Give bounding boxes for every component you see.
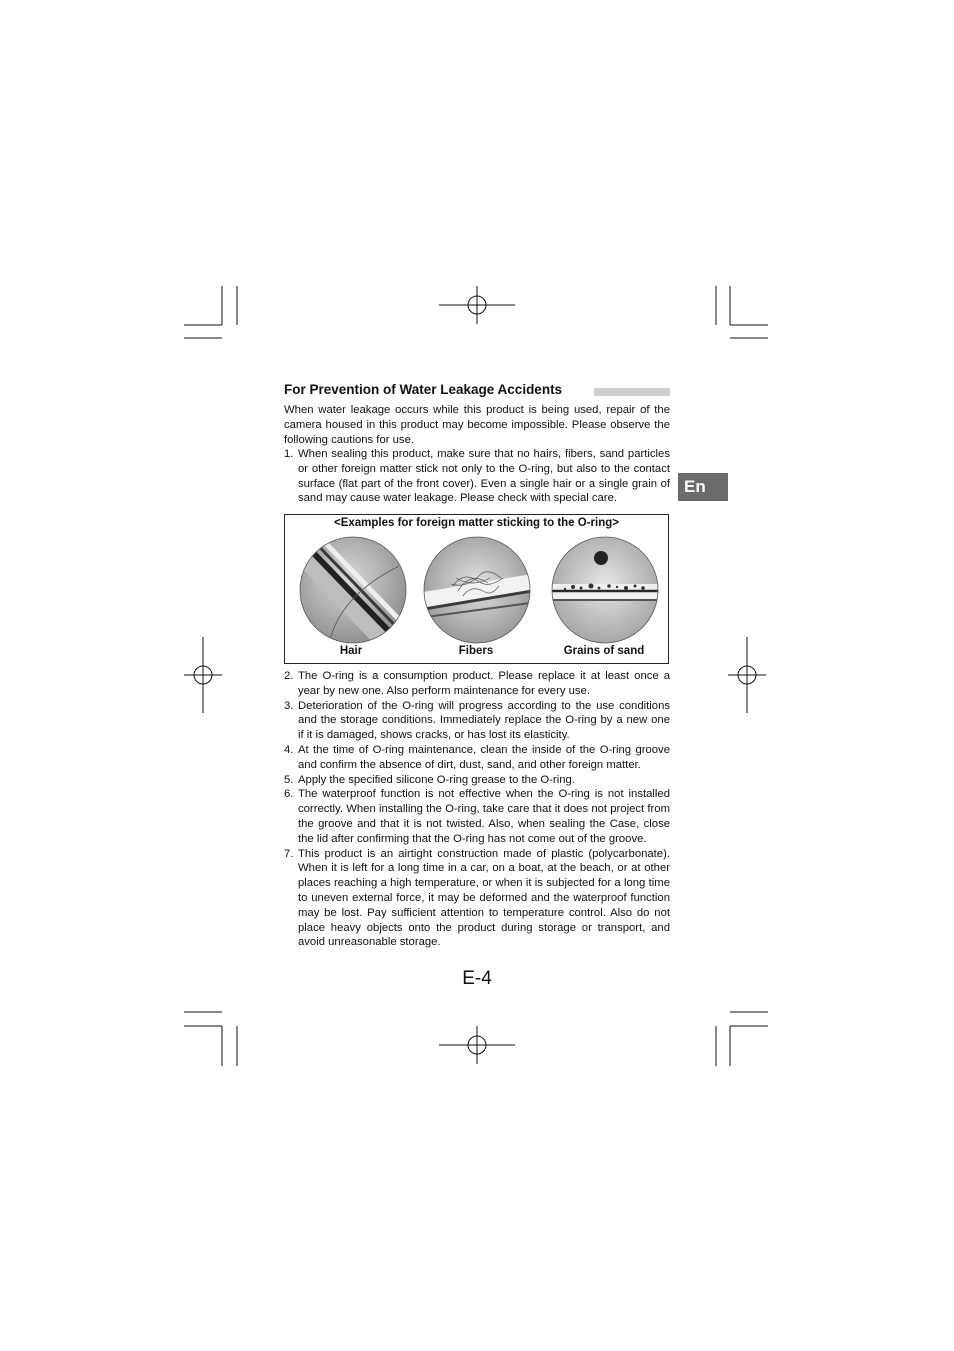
hair-example-photo (299, 536, 407, 644)
list-item (284, 447, 670, 506)
list-item-number: 3. (284, 699, 294, 712)
list-item-number: 4. (284, 743, 294, 756)
list-item (284, 847, 670, 951)
list-item-text: The O-ring is a consumption product. Please replace it at least once a year by new one. Also perform maintenance for every use. (298, 670, 670, 697)
list-item-number: 7. (284, 847, 294, 860)
list-item-text: The waterproof function is not effective when the O-ring is not installed correctly. When installing the O-ring, take care that it does not project from the groove and that it is not twisted. Also, when sealing the Case, close the lid after confirming that the O-ring has not come out of the groove. (298, 788, 670, 845)
list-item-number: 2. (284, 670, 294, 682)
intro-paragraph: When water leakage occurs while this product is being used, repair of the camera housed in this product may become impossible. Please observe the following cautions for use. (284, 404, 670, 446)
list-item-text: Apply the specified silicone O-ring grease to the O-ring. (298, 773, 575, 786)
caution-list-part-1 (284, 447, 670, 506)
page-number: E-4 (462, 968, 492, 989)
list-item-number: 6. (284, 788, 294, 801)
heading-decor-bar (594, 388, 670, 396)
section-title: For Prevention of Water Leakage Accidents (284, 382, 563, 397)
list-item-number: 5. (284, 773, 294, 786)
caption-grains-of-sand: Grains of sand (563, 645, 645, 657)
list-item-text: At the time of O-ring maintenance, clean the inside of the O-ring groove and confirm the absence of dirt, dust, sand, and other foreign matter. (298, 743, 670, 771)
sand-example-photo (551, 536, 659, 644)
list-item-text: When sealing this product, make sure that no hairs, fibers, sand particles or other foreign matter stick not only to the O-ring, but also to the contact surface (flat part of the front cover). Even a single hair or a single grain of sand may cause water leakage. Please check with special care. (298, 448, 670, 505)
list-item (284, 669, 670, 699)
list-item-text: This product is an airtight construction made of plastic (polycarbonate). When it is left for a long time in a car, on a boat, at the beach, or at other places reaching a high temperature, or when it is subjected for a long time to uneven external force, it may be deformed and the waterproof function may be lost. Pay sufficient attention to temperature control. Also do not place heavy objects onto the product during storage or transport, and avoid unreasonable storage. (298, 847, 670, 949)
caption-hair: Hair (339, 645, 363, 657)
caution-list-part-2 (284, 669, 670, 950)
foreign-matter-examples-figure (284, 514, 669, 664)
list-item-text: Deterioration of the O-ring will progress according to the use conditions and the storage conditions. Immediately replace the O-ring by a new one if it is damaged, shows cracks, or has lost its elasticity. (298, 699, 670, 742)
list-item (284, 773, 670, 788)
language-tab: En (678, 473, 728, 501)
list-item (284, 743, 670, 773)
fibers-example-photo (423, 536, 531, 644)
list-item-number: 1. (284, 448, 294, 460)
list-item (284, 699, 670, 743)
list-item (284, 787, 670, 846)
caption-fibers: Fibers (458, 645, 494, 657)
figure-title: <Examples for foreign matter sticking to the O-ring> (333, 517, 619, 529)
